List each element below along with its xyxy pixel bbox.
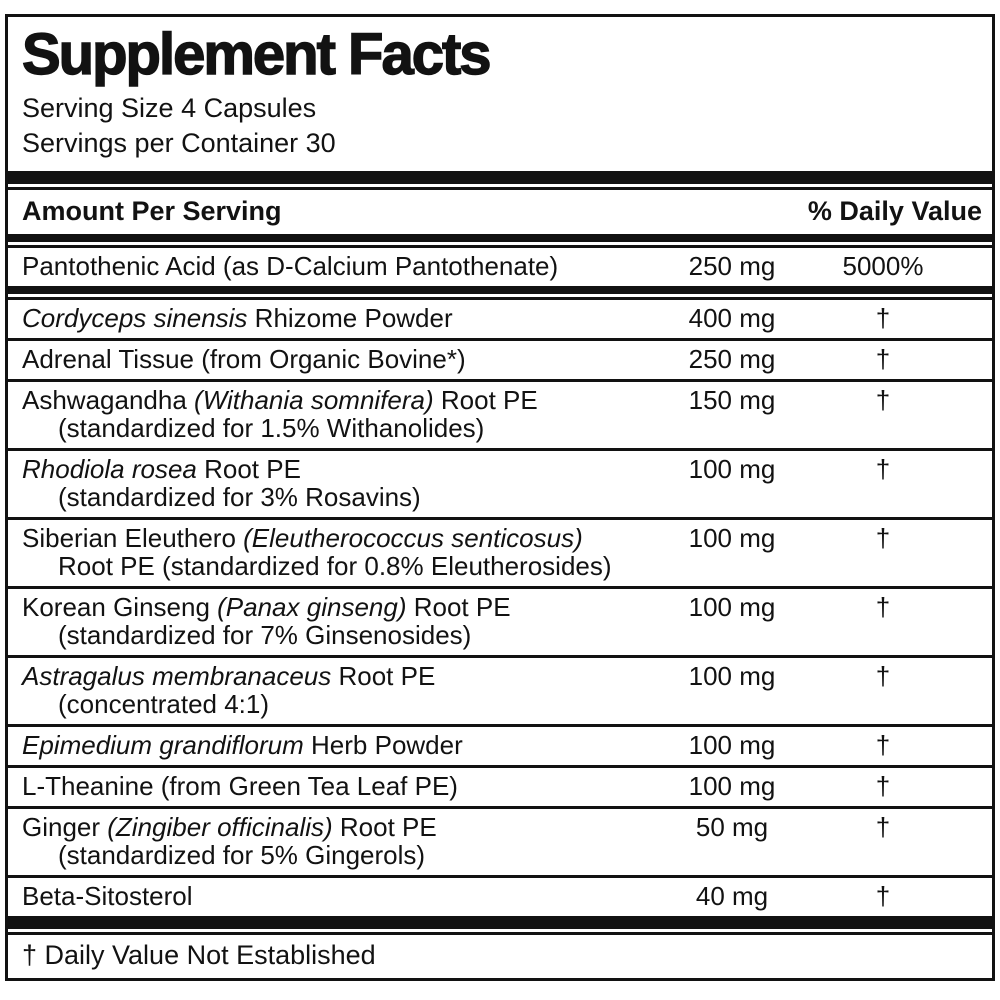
thick-divider-top — [8, 171, 992, 184]
ingredient-name-line1 — [22, 455, 652, 483]
daily-value: 5000% — [842, 251, 924, 282]
daily-value: † — [875, 303, 891, 334]
text-segment: Root PE — [406, 592, 511, 623]
text-segment: Root PE — [332, 812, 437, 843]
amount-value: 50 mg — [695, 812, 769, 843]
text-segment: Root PE — [196, 454, 301, 485]
ingredient-name-line2 — [22, 552, 652, 580]
text-segment: Astragalus membranaceus — [22, 661, 332, 692]
ingredient-name-line1 — [22, 882, 652, 910]
amount-value: 100 mg — [688, 771, 776, 802]
column-header-row — [8, 187, 992, 234]
ingredient-name-line1 — [22, 813, 652, 841]
text-segment: (concentrated 4:1) — [58, 689, 270, 720]
daily-value: † — [875, 661, 891, 692]
ingredient-name — [22, 304, 652, 332]
ingredient-row — [8, 338, 992, 379]
ingredient-name — [22, 813, 652, 869]
text-segment: (standardized for 3% Rosavins) — [58, 482, 421, 513]
daily-value: † — [875, 730, 891, 761]
text-segment: Root PE — [331, 661, 436, 692]
ingredient-row — [8, 724, 992, 765]
ingredient-name — [22, 386, 652, 442]
text-segment: Pantothenic Acid (as D-Calcium Pantothenate) — [22, 251, 559, 282]
amount-value: 40 mg — [695, 881, 769, 912]
ingredient-row — [8, 875, 992, 916]
ingredient-name-line1 — [22, 593, 652, 621]
ingredient-name-line1 — [22, 386, 652, 414]
daily-value: † — [875, 454, 891, 485]
daily-value: † — [875, 812, 891, 843]
daily-value: † — [875, 592, 891, 623]
amount-value: 100 mg — [688, 592, 776, 623]
ingredient-name — [22, 882, 652, 910]
ingredient-row — [8, 245, 992, 286]
text-segment: Beta-Sitosterol — [22, 881, 193, 912]
ingredient-name-line1 — [22, 772, 652, 800]
ingredient-row — [8, 448, 992, 517]
footnote-text: † Daily Value Not Established — [22, 940, 376, 971]
ingredient-row — [8, 379, 992, 448]
amount-value: 250 mg — [688, 251, 776, 282]
panel-header — [8, 17, 992, 171]
amount-value: 400 mg — [688, 303, 776, 334]
ingredient-name — [22, 772, 652, 800]
ingredient-name — [22, 252, 652, 280]
text-segment: Root PE — [433, 385, 538, 416]
supplement-facts-panel — [5, 14, 995, 981]
amount-value: 100 mg — [688, 661, 776, 692]
ingredient-rows — [8, 245, 992, 916]
ingredient-name-line2 — [22, 483, 652, 511]
text-segment: Rhodiola rosea — [22, 454, 197, 485]
daily-value: † — [875, 771, 891, 802]
amount-value: 150 mg — [688, 385, 776, 416]
ingredient-row — [8, 586, 992, 655]
text-segment: (standardized for 1.5% Withanolides) — [58, 413, 485, 444]
ingredient-row — [8, 765, 992, 806]
text-segment: (Withania somnifera) — [194, 385, 434, 416]
text-segment: Ginger — [22, 812, 108, 843]
ingredient-row — [8, 517, 992, 586]
ingredient-name-line1 — [22, 731, 652, 759]
text-segment: (Panax ginseng) — [217, 592, 407, 623]
ingredient-row — [8, 806, 992, 875]
amount-value: 100 mg — [688, 523, 776, 554]
daily-value-header: % Daily Value — [807, 196, 982, 227]
ingredient-name-line2 — [22, 841, 652, 869]
ingredient-name — [22, 455, 652, 511]
ingredient-name — [22, 731, 652, 759]
text-segment: (Eleutherococcus senticosus) — [243, 523, 583, 554]
text-segment: (standardized for 7% Ginsenosides) — [58, 620, 472, 651]
daily-value: † — [875, 881, 891, 912]
ingredient-row — [8, 655, 992, 724]
text-segment: Ashwagandha — [22, 385, 195, 416]
daily-value: † — [875, 344, 891, 375]
ingredient-name-line2 — [22, 414, 652, 442]
ingredient-name-line1 — [22, 252, 652, 280]
ingredient-name-line2 — [22, 690, 652, 718]
text-segment: Rhizome Powder — [247, 303, 453, 334]
serving-size-line: Serving Size 4 Capsules — [22, 93, 317, 124]
amount-per-serving-header: Amount Per Serving — [22, 196, 282, 227]
text-segment: Herb Powder — [303, 730, 463, 761]
ingredient-name — [22, 662, 652, 718]
text-segment: L-Theanine (from Green Tea Leaf PE) — [22, 771, 458, 802]
ingredient-name-line1 — [22, 304, 652, 332]
text-segment: Root PE (standardized for 0.8% Eleutherosides) — [58, 551, 612, 582]
text-segment: (standardized for 5% Gingerols) — [58, 840, 426, 871]
ingredient-name-line1 — [22, 662, 652, 690]
text-segment: Adrenal Tissue (from Organic Bovine*) — [22, 344, 466, 375]
text-segment: (Zingiber officinalis) — [107, 812, 333, 843]
ingredient-name — [22, 524, 652, 580]
servings-per-container-line: Servings per Container 30 — [22, 128, 336, 159]
ingredient-name-line2 — [22, 621, 652, 649]
panel-title: Supplement Facts — [22, 22, 490, 87]
ingredient-row — [8, 297, 992, 338]
daily-value: † — [875, 523, 891, 554]
thick-divider-bottom — [8, 916, 992, 929]
amount-value: 250 mg — [688, 344, 776, 375]
medium-divider — [8, 234, 992, 242]
footnote-row — [8, 932, 992, 978]
amount-value: 100 mg — [688, 454, 776, 485]
text-segment: Siberian Eleuthero — [22, 523, 244, 554]
daily-value: † — [875, 385, 891, 416]
ingredient-name — [22, 345, 652, 373]
text-segment: Korean Ginseng — [22, 592, 218, 623]
text-segment: Cordyceps sinensis — [22, 303, 248, 334]
amount-value: 100 mg — [688, 730, 776, 761]
ingredient-name — [22, 593, 652, 649]
ingredient-name-line1 — [22, 524, 652, 552]
text-segment: Epimedium grandiflorum — [22, 730, 304, 761]
ingredient-name-line1 — [22, 345, 652, 373]
medium-divider — [8, 286, 992, 294]
